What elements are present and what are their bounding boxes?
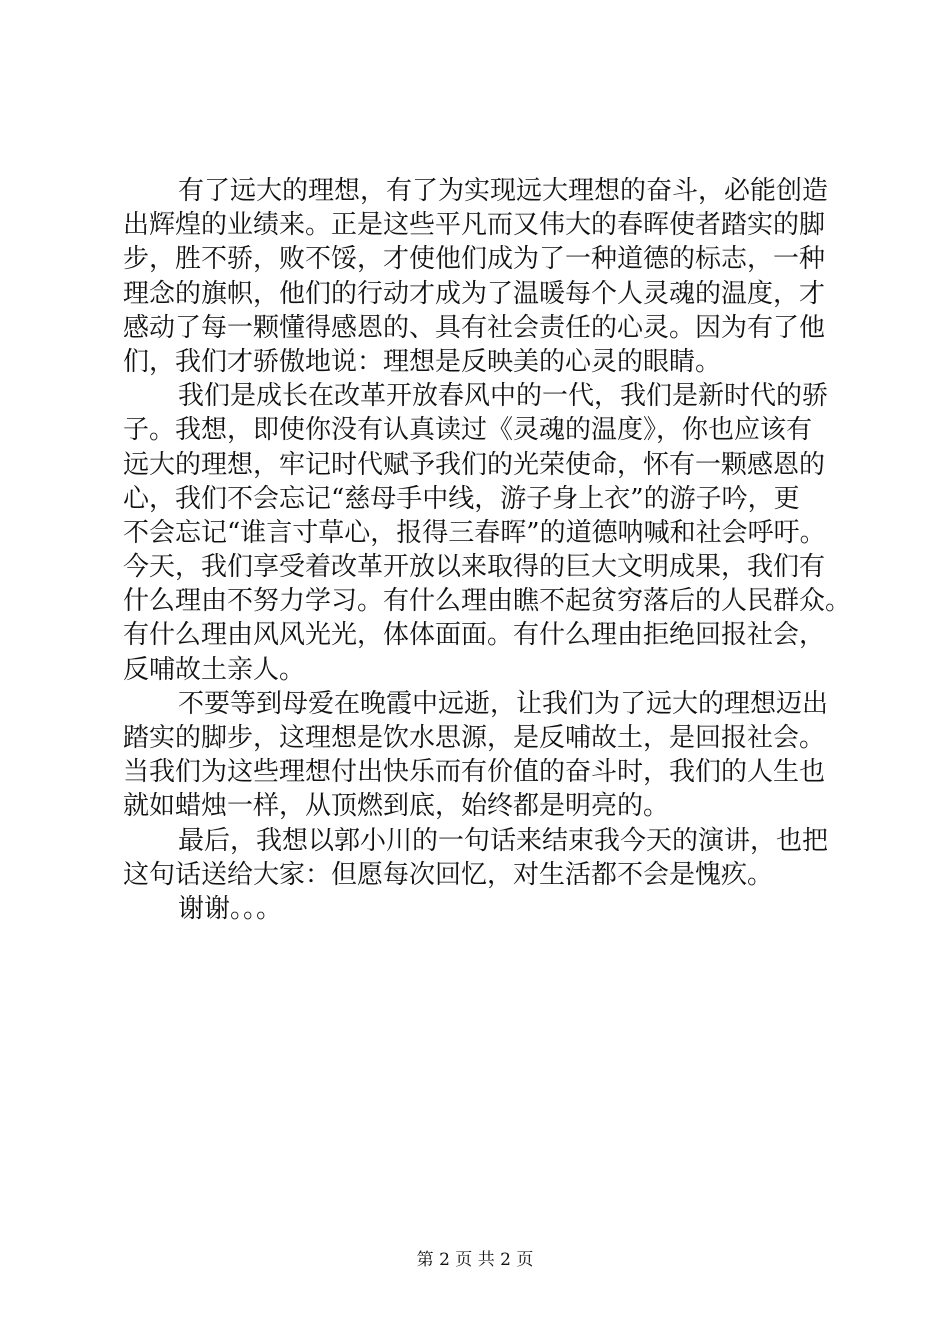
text-line: 有了远大的理想，有了为实现远大理想的奋斗，必能创造 <box>178 176 829 206</box>
text-line: 步，胜不骄，败不馁，才使他们成为了一种道德的标志，一种 <box>123 244 826 275</box>
paragraph-2 <box>123 379 852 687</box>
text-line: 当我们为这些理想付出快乐而有价值的奋斗时，我们的人生也 <box>123 757 826 788</box>
text-line: 反哺故土亲人。 <box>123 654 306 685</box>
text-line: 不会忘记“谁言寸草心，报得三春晖”的道德呐喊和社会呼吁。 <box>123 517 826 548</box>
text-line: 谢谢。。。 <box>178 893 283 924</box>
text-line: 什么理由不努力学习。有什么理由瞧不起贫穷落后的人民群众。 <box>123 586 852 617</box>
text-line: 这句话送给大家：但愿每次回忆，对生活都不会是愧疚。 <box>123 859 774 890</box>
text-line: 踏实的脚步，这理想是饮水思源，是反哺故土，是回报社会。 <box>123 723 826 753</box>
text-line: 们，我们才骄傲地说：理想是反映美的心灵的眼睛。 <box>123 346 722 377</box>
paragraph-4 <box>123 824 835 892</box>
text-line: 就如蜡烛一样，从顶燃到底，始终都是明亮的。 <box>123 791 670 822</box>
paragraph-5 <box>123 892 835 926</box>
paragraph-1 <box>123 174 835 379</box>
text-line: 我们是成长在改革开放春风中的一代，我们是新时代的骄 <box>178 381 829 412</box>
document-body <box>123 174 852 926</box>
text-line: 最后，我想以郭小川的一句话来结束我今天的演讲，也把 <box>178 825 829 856</box>
text-line: 心，我们不会忘记“慈母手中线，游子身上衣”的游子吟，更 <box>123 483 800 514</box>
text-line: 不要等到母爱在晚霞中远逝，让我们为了远大的理想迈出 <box>178 688 829 719</box>
text-line: 感动了每一颗懂得感恩的、具有社会责任的心灵。因为有了他 <box>123 312 826 343</box>
text-line: 理念的旗帜，他们的行动才成为了温暖每个人灵魂的温度，才 <box>123 278 826 309</box>
text-line: 今天，我们享受着改革开放以来取得的巨大文明成果，我们有 <box>123 552 826 583</box>
text-line: 有什么理由风风光光，体体面面。有什么理由拒绝回报社会， <box>123 620 826 651</box>
text-line: 子。我想，即使你没有认真读过《灵魂的温度》，你也应该有 <box>123 415 813 446</box>
text-line: 远大的理想，牢记时代赋予我们的光荣使命，怀有一颗感恩的 <box>123 449 826 480</box>
text-line: 出辉煌的业绩来。正是这些平凡而又伟大的春晖使者踏实的脚 <box>123 210 826 241</box>
page-number-footer: 第 2 页 共 2 页 <box>416 1250 534 1270</box>
paragraph-3 <box>123 687 835 824</box>
